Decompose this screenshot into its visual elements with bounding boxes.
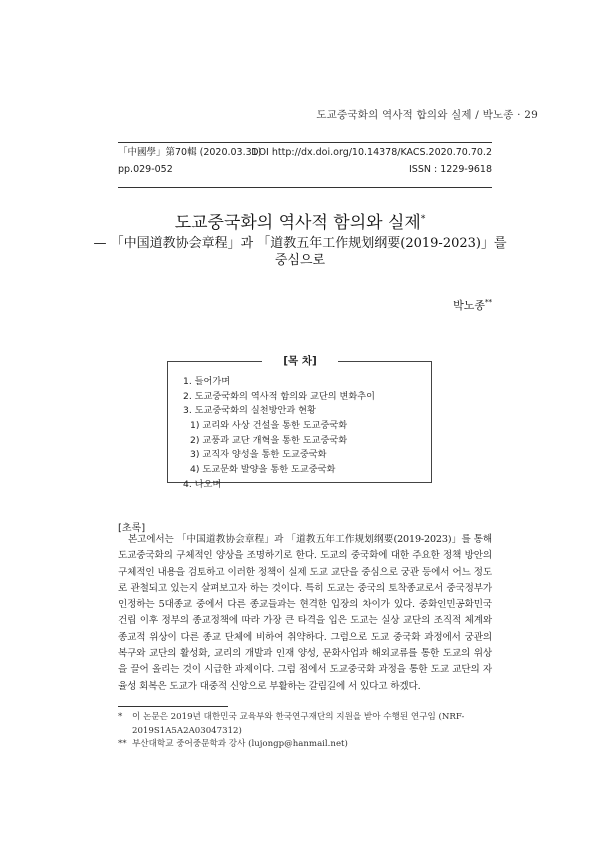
abstract-text: 본고에서는 「中国道教协会章程」과 「道教五年工作规划纲要(2019-2023)」를 통해 도교중국화의 구체적인 양상을 조명하기로 한다. 도교의 중국화에 대한 주요한 정책 방안의 구체적인 내용을 검토하고 이러한 정책이 실제 도교 교단을 중심으로 궁관 등에서 어느 정도로 관철되고 있는지 살펴보고자 하는 것이다. 특히 도교는 중국의 토착종교로서 중국정부가 인정하는 5대종교 중에서 다른 종교들과는 현격한 입장의 차이가 있다. 중화인민공화민국 건립 이후 정부의 종교정책에 따라 가장 큰 타격을 입은 도교는 실상 교단의 조직적 체계와 종교적 위상이 다른 종교 단체에 비하여 취약하다. 그럼으로 도교 중국화 과정에서 궁관의 복구와 교단의 활성화, 교리의 개발과 인재 양성, 문화사업과 해외교류를 통한 도교의 위상을 끌어 올리는 것이 시급한 과제이다. 그럼 점에서 도교중국화 과정을 통한 도교 교단의 자율성 회복은 도교가 대중적 신앙으로 부활하는 갈림길에 서 있다고 하겠다.: [118, 534, 492, 692]
toc-heading: [목 차]: [262, 353, 338, 368]
footnote-divider: [118, 706, 228, 707]
footnote-1: [118, 711, 492, 738]
footnote-text: 이 논문은 2019년 대한민국 교육부와 한국연구재단의 지원을 받아 수행된 연구임 (NRF-2019S1A5A2A03047312): [132, 712, 465, 736]
toc-subitem: 4) 도교문화 발양을 통한 도교중국화: [190, 464, 336, 476]
journal-doi[interactable]: DOI http://dx.doi.org/10.14378/KACS.2020.70.70.2: [251, 147, 492, 158]
abstract: [118, 532, 492, 695]
toc-subitem: 3) 교직자 양성을 통한 도교중국화: [190, 449, 327, 461]
author-name: 박노종: [453, 299, 485, 312]
journal-issue: 「中國學」第70輯 (2020.03.31): [118, 147, 262, 158]
footnote-mark: **: [118, 739, 127, 749]
author: [453, 297, 492, 313]
footnote-2: [118, 738, 492, 752]
footnote-text: 부산대학교 중어중문학과 강사 (lujongp@hanmail.net): [132, 739, 348, 749]
paper-subtitle-line1: — 「中国道教协会章程」과 「道教五年工作规划纲要(2019-2023)」를: [93, 236, 507, 251]
toc-item: 1. 들어가며: [183, 376, 231, 387]
journal-pages: pp.029-052: [118, 164, 173, 175]
footnote-mark: *: [118, 712, 123, 722]
toc-list: [183, 375, 375, 493]
paper-title-text: 도교중국화의 역사적 함의와 실제: [174, 213, 421, 233]
author-footnote-marker[interactable]: **: [485, 298, 492, 307]
title-footnote-marker[interactable]: *: [420, 214, 426, 225]
paper-subtitle-line2: 중심으로: [274, 253, 326, 268]
journal-issn: ISSN : 1229-9618: [409, 164, 492, 175]
paper-title: [0, 208, 600, 233]
toc-item: 2. 도교중국화의 역사적 함의와 교단의 변화추이: [183, 390, 375, 402]
journal-info-box: [118, 142, 492, 188]
running-header: 도교중국화의 역사적 합의와 실제 / 박노종 · 29: [316, 109, 538, 121]
toc-item: 4. 나오며: [183, 478, 222, 490]
toc-subitem: 1) 교리와 사상 건설을 통한 도교중국화: [190, 420, 348, 432]
footnotes: [118, 711, 492, 752]
abstract-label: [초록]: [118, 523, 146, 534]
toc-subitem: 2) 교풍과 교단 개혁을 통한 도교중국화: [190, 434, 348, 446]
toc-item: 3. 도교중국화의 실천방안과 현황: [183, 405, 316, 417]
